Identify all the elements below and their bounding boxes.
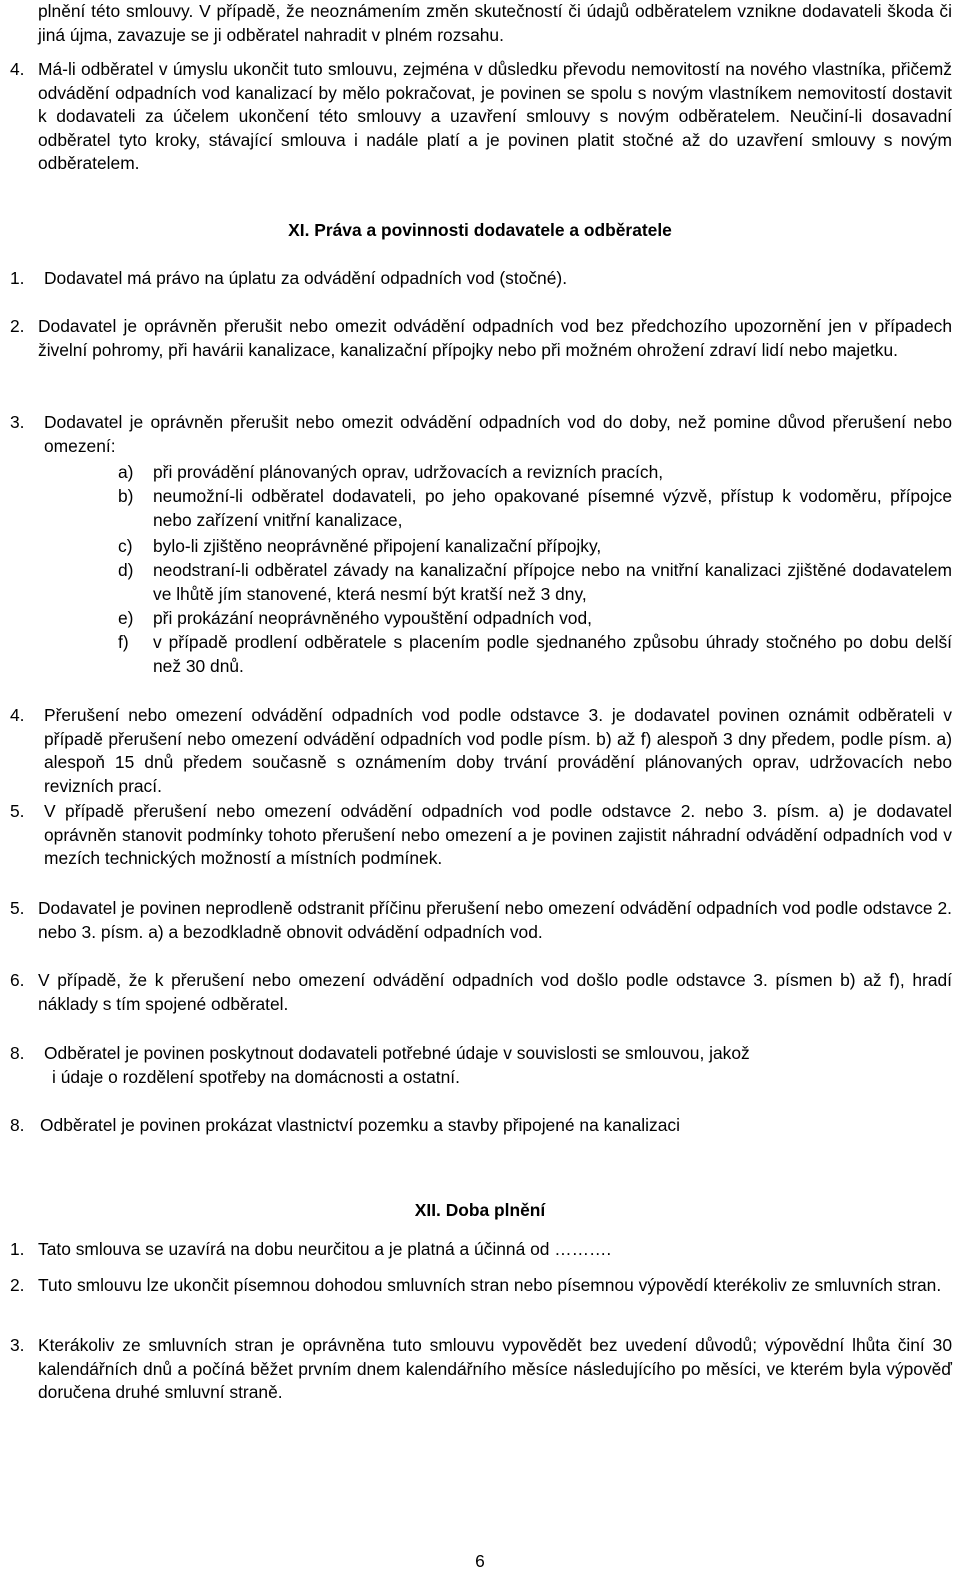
item-number: 5. (10, 801, 25, 821)
subitem-text: v případě prodlení odběratele s placením podle sjednaného způsobu úhrady stočného po dobu delší než 30 dnů. (153, 632, 952, 676)
subitem-text: bylo-li zjištěno neoprávněné připojení kanalizační přípojky, (153, 536, 602, 556)
item-text: Odběratel je povinen prokázat vlastnictví pozemku a stavby připojené na kanalizaci (40, 1115, 680, 1135)
section-heading-xi: XI. Práva a povinnosti dodavatele a odběratele (288, 220, 672, 240)
item-text: Kterákoliv ze smluvních stran je oprávněna tuto smlouvu vypovědět bez uvedení důvodů; výpovědní lhůta činí 30 kalendářních dnů a počíná běžet prvním dnem kalendářního měsíce následujícího po měsíci, ve kterém byla výpověď doručena druhé smluvní straně. (38, 1335, 952, 1403)
subitem-label: b) (118, 486, 134, 506)
item-number: 8. (10, 1043, 25, 1063)
page-number: 6 (475, 1551, 485, 1571)
subitem-label: c) (118, 536, 133, 556)
subitem-text: neumožní-li odběratel dodavateli, po jeho opakované písemné výzvě, přístup k vodoměru, přípojce nebo zařízení vnitřní kanalizace, (153, 486, 952, 530)
subitem-text: při provádění plánovaných oprav, udržovacích a revizních pracích, (153, 462, 664, 482)
item-number: 3. (10, 1335, 25, 1355)
item-text-continuation: i údaje o rozdělení spotřeby na domácnosti a ostatní. (52, 1067, 460, 1087)
item-text: V případě, že k přerušení nebo omezení odvádění odpadních vod došlo podle odstavce 3. písmen b) až f), hradí náklady s tím spojené odběratel. (38, 970, 952, 1014)
item-number: 2. (10, 1275, 25, 1295)
item-text: Dodavatel je povinen neprodleně odstranit příčinu přerušení nebo omezení odvádění odpadních vod podle odstavce 2. nebo 3. písm. a) a bezodkladně obnovit odvádění odpadních vod. (38, 898, 952, 942)
item-text: V případě přerušení nebo omezení odvádění odpadních vod podle odstavce 2. nebo 3. písm. a) je dodavatel oprávněn stanovit podmínky tohoto přerušení nebo omezení a je povinen zajistit náhradní odvádění odpadních vod v mezích technických možností a místních podmínek. (44, 801, 952, 869)
subitem-label: d) (118, 560, 134, 580)
item-text: Dodavatel je oprávněn přerušit nebo omezit odvádění odpadních vod bez předchozího upozornění jen v případech živelní pohromy, při havárii kanalizace, kanalizační přípojky nebo při možném ohrožení zdraví lidí nebo majetku. (38, 316, 952, 360)
item-text: Dodavatel má právo na úplatu za odvádění odpadních vod (stočné). (44, 268, 568, 288)
item-text: Odběratel je povinen poskytnout dodavateli potřebné údaje v souvislosti se smlouvou, jakož (44, 1043, 750, 1063)
item-number: 6. (10, 970, 25, 990)
subitem-label: f) (118, 632, 129, 652)
item-number: 1. (10, 1239, 25, 1259)
paragraph-text: Má-li odběratel v úmyslu ukončit tuto smlouvu, zejména v důsledku převodu nemovitostí na nového vlastníka, přičemž odvádění odpadních vod kanalizací by mělo pokračovat, je povinen se spolu s novým vlastníkem nemovitostí dostavit k dodavateli za účelem ukončení této smlouvy a uzavření smlouvy s novým odběratelem. Neučiní-li dosavadní odběratel tyto kroky, stávající smlouva i nadále platí a je povinen platit stočné až do uzavření smlouvy s novým odběratelem. (38, 59, 952, 174)
subitem-label: a) (118, 462, 134, 482)
item-number: 5. (10, 898, 25, 918)
item-text: Přerušení nebo omezení odvádění odpadních vod podle odstavce 3. je dodavatel povinen oznámit odběrateli v případě přerušení nebo omezení odvádění odpadních vod podle písm. b) až f) alespoň 3 dny předem, podle písm. a) alespoň 15 dnů předem současně s oznámením doby trvání provádění plánovaných oprav, udržovacích nebo revizních prací. (44, 705, 952, 796)
item-number: 2. (10, 316, 25, 336)
subitem-text: při prokázání neoprávněného vypouštění odpadních vod, (153, 608, 592, 628)
item-number: 8. (10, 1115, 25, 1135)
item-number: 3. (10, 412, 25, 432)
paragraph-number: 4. (10, 59, 25, 79)
subitem-label: e) (118, 608, 134, 628)
item-text: Dodavatel je oprávněn přerušit nebo omezit odvádění odpadních vod do doby, než pomine důvod přerušení nebo omezení: (44, 412, 952, 456)
paragraph-continuation: plnění této smlouvy. V případě, že neoznámením změn skutečností či údajů odběratelem vznikne dodavateli škoda či jiná újma, zavazuje se ji odběratel nahradit v plném rozsahu. (38, 1, 952, 45)
subitem-text: neodstraní-li odběratel závady na kanalizační přípojce nebo na vnitřní kanalizaci zjištěné dodavatelem ve lhůtě jím stanovené, která nesmí být kratší než 3 dny, (153, 560, 952, 604)
item-text: Tato smlouva se uzavírá na dobu neurčitou a je platná a účinná od ………. (38, 1239, 612, 1259)
item-number: 4. (10, 705, 25, 725)
item-text: Tuto smlouvu lze ukončit písemnou dohodou smluvních stran nebo písemnou výpovědí kterékoliv ze smluvních stran. (38, 1275, 942, 1295)
section-heading-xii: XII. Doba plnění (414, 1200, 546, 1220)
item-number: 1. (10, 268, 25, 288)
